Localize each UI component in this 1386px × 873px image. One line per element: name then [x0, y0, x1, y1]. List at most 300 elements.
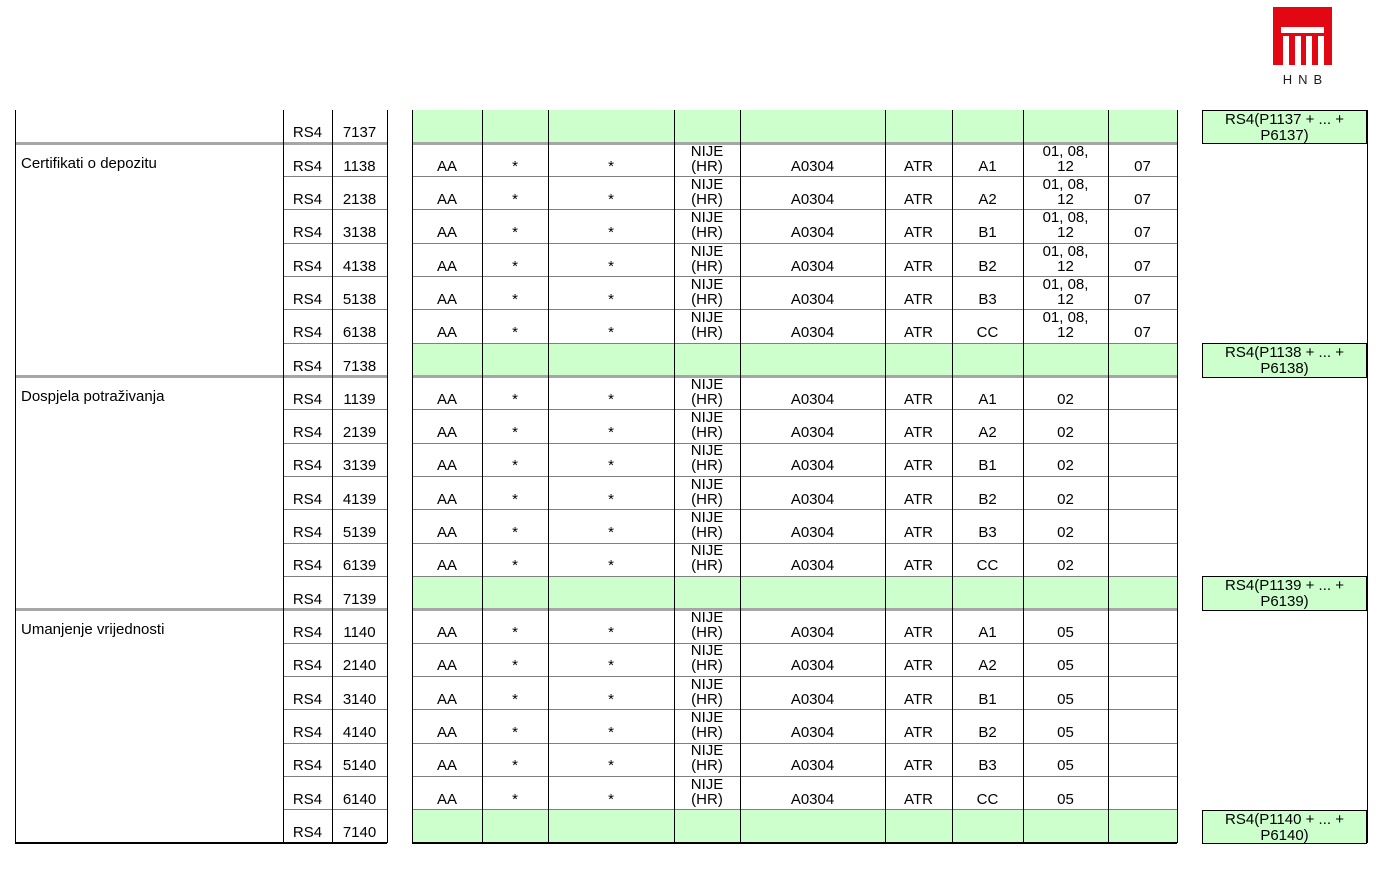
data-cell-text: * [512, 657, 518, 675]
data-cell [1023, 510, 1108, 543]
data-cell [1023, 243, 1108, 276]
data-cell [1023, 210, 1108, 243]
data-cell-text: * [512, 157, 518, 175]
row-number-cell-text: 1140 [343, 624, 376, 642]
row-number-cell [332, 443, 387, 476]
data-cell [674, 610, 740, 643]
data-cell-text: * [512, 724, 518, 742]
row-number-cell [332, 377, 387, 410]
summary-formula-cell-text: RS4(P1137 + ... + P6137) [1225, 111, 1344, 144]
data-cell [885, 243, 952, 276]
data-cell [482, 410, 548, 443]
data-cell [952, 643, 1023, 676]
row-number-cell-text: 3138 [342, 224, 377, 242]
data-cell [885, 410, 952, 443]
data-cell-text: A1 [978, 157, 997, 175]
data-cell-text: ATR [904, 624, 933, 642]
data-cell-text: A0304 [790, 424, 835, 442]
data-cell-text: NIJE (HR) [690, 775, 724, 808]
row-number-cell-text: 2139 [342, 424, 377, 442]
row-number-cell-text: 3139 [342, 457, 377, 475]
data-cell [674, 710, 740, 743]
data-cell [412, 776, 482, 809]
data-cell [1023, 310, 1108, 343]
summary-formula-cell [1202, 810, 1367, 844]
grid-vertical-left [387, 110, 388, 843]
row-number-cell-text: 1139 [343, 390, 376, 408]
data-cell [1023, 543, 1108, 576]
data-cell [740, 410, 885, 443]
row-code-cell-text: RS4 [292, 557, 323, 575]
data-cell-text: AA [436, 224, 457, 242]
data-cell-text: ATR [904, 157, 933, 175]
data-cell-text: A0304 [790, 324, 835, 342]
row-number-cell [332, 243, 387, 276]
data-cell-text: AA [436, 424, 457, 442]
data-cell-text: NIJE (HR) [690, 709, 724, 742]
data-cell-text: NIJE (HR) [690, 409, 724, 442]
data-cell-text: 07 [1134, 290, 1151, 308]
data-cell [548, 310, 674, 343]
data-cell [1023, 710, 1108, 743]
row-code-cell [283, 776, 332, 809]
row-code-cell-text: RS4 [292, 690, 323, 708]
data-cell [1023, 177, 1108, 210]
total-row-number-cell [332, 110, 387, 143]
data-cell-text: * [608, 257, 614, 275]
data-cell [740, 610, 885, 643]
data-cell [740, 477, 885, 510]
data-cell-text: NIJE (HR) [690, 142, 724, 175]
data-cell-text: NIJE (HR) [690, 209, 724, 242]
data-cell-text: * [608, 224, 614, 242]
data-cell [1023, 443, 1108, 476]
data-cell [412, 177, 482, 210]
row-number-cell [332, 710, 387, 743]
data-cell-text: AA [436, 690, 457, 708]
data-cell-text: 01, 08, 12 [1042, 242, 1089, 275]
data-cell [674, 443, 740, 476]
data-cell-text: A0304 [790, 490, 835, 508]
data-cell-text: * [608, 157, 614, 175]
data-cell-text: 05 [1057, 657, 1074, 675]
data-cell [674, 177, 740, 210]
data-cell-text: * [608, 290, 614, 308]
data-cell [412, 743, 482, 776]
data-cell-text: * [512, 790, 518, 808]
data-cell-text: ATR [904, 224, 933, 242]
data-cell [412, 676, 482, 709]
data-cell [740, 310, 885, 343]
data-cell-text: ATR [904, 457, 933, 475]
data-cell [548, 543, 674, 576]
data-cell [482, 177, 548, 210]
data-cell-text: 07 [1134, 224, 1151, 242]
data-cell [482, 310, 548, 343]
data-cell [548, 676, 674, 709]
row-number-cell-text: 4140 [342, 724, 377, 742]
data-cell-text: AA [436, 624, 457, 642]
data-cell [482, 210, 548, 243]
data-cell-text: AA [436, 790, 457, 808]
data-cell [674, 676, 740, 709]
data-cell [482, 610, 548, 643]
data-cell [548, 743, 674, 776]
data-cell-text: A0304 [790, 624, 835, 642]
data-cell [885, 543, 952, 576]
row-code-cell [283, 377, 332, 410]
data-cell [885, 776, 952, 809]
row-code-cell-text: RS4 [292, 424, 323, 442]
data-cell [674, 776, 740, 809]
data-cell-text: * [608, 490, 614, 508]
data-cell [482, 543, 548, 576]
data-cell-text: AA [436, 657, 457, 675]
data-cell [1108, 310, 1177, 343]
data-cell [952, 143, 1023, 176]
data-cell [952, 510, 1023, 543]
summary-formula-cell [1202, 576, 1367, 610]
data-cell-text: A0304 [790, 757, 835, 775]
data-cell-text: A1 [978, 624, 997, 642]
data-cell-text: ATR [904, 690, 933, 708]
row-code-cell-text: RS4 [292, 624, 323, 642]
row-code-cell-text: RS4 [292, 390, 323, 408]
data-cell-text: B3 [978, 524, 997, 542]
row-code-cell-text: RS4 [292, 490, 323, 508]
summary-formula-cell [1202, 110, 1367, 144]
data-cell [674, 510, 740, 543]
data-cell-text: A2 [978, 424, 997, 442]
data-cell-text: * [512, 524, 518, 542]
data-cell [1023, 410, 1108, 443]
row-code-cell [283, 143, 332, 176]
data-cell [885, 177, 952, 210]
data-cell-text: NIJE (HR) [690, 475, 724, 508]
data-cell [482, 643, 548, 676]
total-row-code-cell [283, 810, 332, 843]
data-cell-text: AA [436, 457, 457, 475]
row-number-cell [332, 510, 387, 543]
data-cell-text: NIJE (HR) [690, 642, 724, 675]
row-code-cell-text: RS4 [292, 224, 323, 242]
row-code-cell-text: RS4 [292, 290, 323, 308]
row-code-cell [283, 710, 332, 743]
total-row-highlight [412, 576, 1177, 609]
data-cell [412, 710, 482, 743]
data-cell-text: NIJE (HR) [690, 375, 724, 408]
data-cell [885, 743, 952, 776]
data-cell-text: A0304 [790, 457, 835, 475]
data-cell [412, 310, 482, 343]
group-label [15, 143, 283, 176]
row-number-cell [332, 743, 387, 776]
data-cell [952, 210, 1023, 243]
data-cell [952, 177, 1023, 210]
data-cell [548, 377, 674, 410]
data-cell [1108, 177, 1177, 210]
data-cell-text: * [512, 757, 518, 775]
data-cell [412, 543, 482, 576]
data-cell [674, 410, 740, 443]
data-cell [412, 510, 482, 543]
data-cell [740, 510, 885, 543]
data-cell-text: 01, 08, 12 [1042, 175, 1089, 208]
group-label-text: Dospjela potraživanja [21, 387, 165, 405]
data-cell-text: * [512, 190, 518, 208]
data-cell [1023, 643, 1108, 676]
data-cell-text: CC [976, 324, 999, 342]
data-cell [482, 743, 548, 776]
data-cell [674, 643, 740, 676]
data-cell [412, 443, 482, 476]
data-cell-text: NIJE (HR) [690, 542, 724, 575]
data-cell-text: AA [436, 324, 457, 342]
data-cell [548, 477, 674, 510]
data-cell [952, 477, 1023, 510]
total-row-code-cell [283, 343, 332, 376]
data-cell-text: A0304 [790, 790, 835, 808]
data-cell-text: ATR [904, 324, 933, 342]
row-number-cell [332, 177, 387, 210]
row-code-cell-text: RS4 [292, 157, 323, 175]
data-cell-text: ATR [904, 257, 933, 275]
total-row-number-cell-text: 7139 [342, 590, 377, 608]
row-number-cell [332, 310, 387, 343]
data-cell [1023, 676, 1108, 709]
total-row-number-cell-text: 7138 [342, 357, 377, 375]
row-code-cell-text: RS4 [292, 257, 323, 275]
data-cell [674, 310, 740, 343]
data-cell [885, 310, 952, 343]
data-cell [548, 177, 674, 210]
data-cell-text: 07 [1134, 190, 1151, 208]
data-cell [412, 377, 482, 410]
row-number-cell [332, 143, 387, 176]
row-code-cell [283, 510, 332, 543]
data-cell [482, 676, 548, 709]
data-cell [885, 710, 952, 743]
data-cell-text: 02 [1057, 490, 1074, 508]
data-cell-text: 02 [1057, 557, 1074, 575]
data-cell [740, 210, 885, 243]
data-cell-text: 05 [1057, 724, 1074, 742]
data-cell-text: A0304 [790, 390, 835, 408]
data-cell [740, 243, 885, 276]
data-cell [548, 410, 674, 443]
row-code-cell [283, 477, 332, 510]
data-cell [885, 377, 952, 410]
data-cell-text: B1 [978, 690, 997, 708]
data-cell-text: 01, 08, 12 [1042, 309, 1089, 342]
data-cell-text: * [608, 557, 614, 575]
row-number-cell [332, 410, 387, 443]
data-cell [1108, 210, 1177, 243]
data-cell [674, 477, 740, 510]
data-cell-text: * [608, 624, 614, 642]
total-row-number-cell [332, 343, 387, 376]
data-cell [1023, 776, 1108, 809]
data-cell [412, 143, 482, 176]
total-row-highlight [412, 343, 1177, 376]
data-cell-text: B3 [978, 290, 997, 308]
data-cell-text: B2 [978, 257, 997, 275]
summary-formula-cell-text: RS4(P1138 + ... + P6138) [1225, 344, 1344, 378]
data-cell-text: ATR [904, 424, 933, 442]
data-cell-text: * [512, 290, 518, 308]
total-row-highlight [412, 110, 1177, 143]
data-cell-text: * [608, 690, 614, 708]
data-cell-text: A0304 [790, 557, 835, 575]
row-code-cell-text: RS4 [292, 524, 323, 542]
data-cell [482, 477, 548, 510]
data-cell [674, 210, 740, 243]
data-cell [674, 243, 740, 276]
total-row-number-cell [332, 576, 387, 609]
data-cell [885, 510, 952, 543]
total-row-number-cell [332, 810, 387, 843]
data-cell-text: ATR [904, 557, 933, 575]
row-code-cell-text: RS4 [292, 324, 323, 342]
row-code-cell-text: RS4 [292, 457, 323, 475]
row-number-cell-text: 1138 [343, 157, 376, 175]
data-cell [885, 676, 952, 709]
data-cell [740, 443, 885, 476]
data-cell-text: * [512, 224, 518, 242]
data-cell-text: 02 [1057, 457, 1074, 475]
data-cell [740, 177, 885, 210]
row-code-cell [283, 310, 332, 343]
data-cell-text: 02 [1057, 424, 1074, 442]
data-cell [740, 543, 885, 576]
row-number-cell [332, 643, 387, 676]
row-number-cell [332, 210, 387, 243]
data-cell-text: AA [436, 157, 457, 175]
total-row-number-cell-text: 7140 [342, 823, 377, 841]
row-code-cell [283, 177, 332, 210]
row-code-cell-text: RS4 [292, 657, 323, 675]
data-cell-text: * [512, 457, 518, 475]
data-cell-text: A0304 [790, 257, 835, 275]
data-cell-text: AA [436, 724, 457, 742]
data-cell [885, 477, 952, 510]
total-row-highlight [412, 810, 1177, 843]
data-cell [674, 277, 740, 310]
row-code-cell [283, 643, 332, 676]
group-label-text: Umanjenje vrijednosti [21, 621, 165, 639]
data-cell [1023, 143, 1108, 176]
data-cell-text: 05 [1057, 757, 1074, 775]
summary-column-right-border [1367, 110, 1368, 843]
row-number-cell [332, 676, 387, 709]
data-cell [885, 277, 952, 310]
data-cell-text: 05 [1057, 690, 1074, 708]
data-cell-text: CC [976, 557, 999, 575]
group-label [15, 610, 283, 643]
data-cell [1023, 277, 1108, 310]
data-cell [740, 643, 885, 676]
data-cell-text: * [512, 324, 518, 342]
summary-formula-cell [1202, 343, 1367, 377]
data-cell-text: A2 [978, 190, 997, 208]
data-cell-text: * [608, 524, 614, 542]
row-number-cell [332, 610, 387, 643]
data-cell-text: * [608, 790, 614, 808]
row-code-cell [283, 676, 332, 709]
row-code-cell [283, 610, 332, 643]
data-cell [952, 610, 1023, 643]
data-cell [412, 477, 482, 510]
data-cell-text: * [608, 657, 614, 675]
data-cell-text: NIJE (HR) [690, 609, 724, 642]
data-cell-text: 05 [1057, 624, 1074, 642]
data-cell-text: NIJE (HR) [690, 175, 724, 208]
data-cell-text: B1 [978, 224, 997, 242]
data-cell-text: * [608, 757, 614, 775]
data-cell-text: ATR [904, 724, 933, 742]
grid-vertical-left [15, 110, 16, 843]
data-cell-text: ATR [904, 390, 933, 408]
data-cell-text: AA [436, 524, 457, 542]
data-cell [952, 377, 1023, 410]
data-cell-text: 01, 08, 12 [1042, 142, 1089, 175]
data-cell-text: * [608, 424, 614, 442]
data-cell-text: 01, 08, 12 [1042, 275, 1089, 308]
data-cell [952, 310, 1023, 343]
row-code-cell [283, 243, 332, 276]
data-cell-text: AA [436, 257, 457, 275]
data-cell [740, 676, 885, 709]
data-cell [952, 410, 1023, 443]
data-cell [952, 743, 1023, 776]
data-cell [674, 143, 740, 176]
data-cell-text: ATR [904, 190, 933, 208]
data-cell-text: NIJE (HR) [690, 242, 724, 275]
data-cell [482, 143, 548, 176]
row-number-cell-text: 4138 [342, 257, 377, 275]
data-cell [548, 210, 674, 243]
data-cell-text: CC [976, 790, 999, 808]
group-label [15, 377, 283, 410]
data-cell [1108, 243, 1177, 276]
data-cell-text: AA [436, 390, 457, 408]
data-cell [412, 210, 482, 243]
data-cell [482, 710, 548, 743]
data-cell [952, 676, 1023, 709]
data-cell [885, 443, 952, 476]
total-row-number-cell-text: 7137 [342, 124, 377, 142]
data-cell [1023, 377, 1108, 410]
data-cell-text: B3 [978, 757, 997, 775]
data-cell [412, 277, 482, 310]
data-cell-text: 01, 08, 12 [1042, 209, 1089, 242]
data-cell [548, 443, 674, 476]
data-cell-text: NIJE (HR) [690, 675, 724, 708]
data-cell [412, 643, 482, 676]
total-row-code-cell-text: RS4 [292, 823, 323, 841]
data-cell-text: AA [436, 757, 457, 775]
row-number-cell-text: 2138 [342, 190, 377, 208]
hnb-logo-text: HNB [1282, 72, 1329, 87]
data-cell [1023, 610, 1108, 643]
row-code-cell [283, 543, 332, 576]
data-cell [740, 743, 885, 776]
data-cell-text: A0304 [790, 157, 835, 175]
data-cell-text: A1 [978, 390, 997, 408]
data-cell-text: NIJE (HR) [690, 309, 724, 342]
data-cell [740, 776, 885, 809]
row-code-cell [283, 743, 332, 776]
